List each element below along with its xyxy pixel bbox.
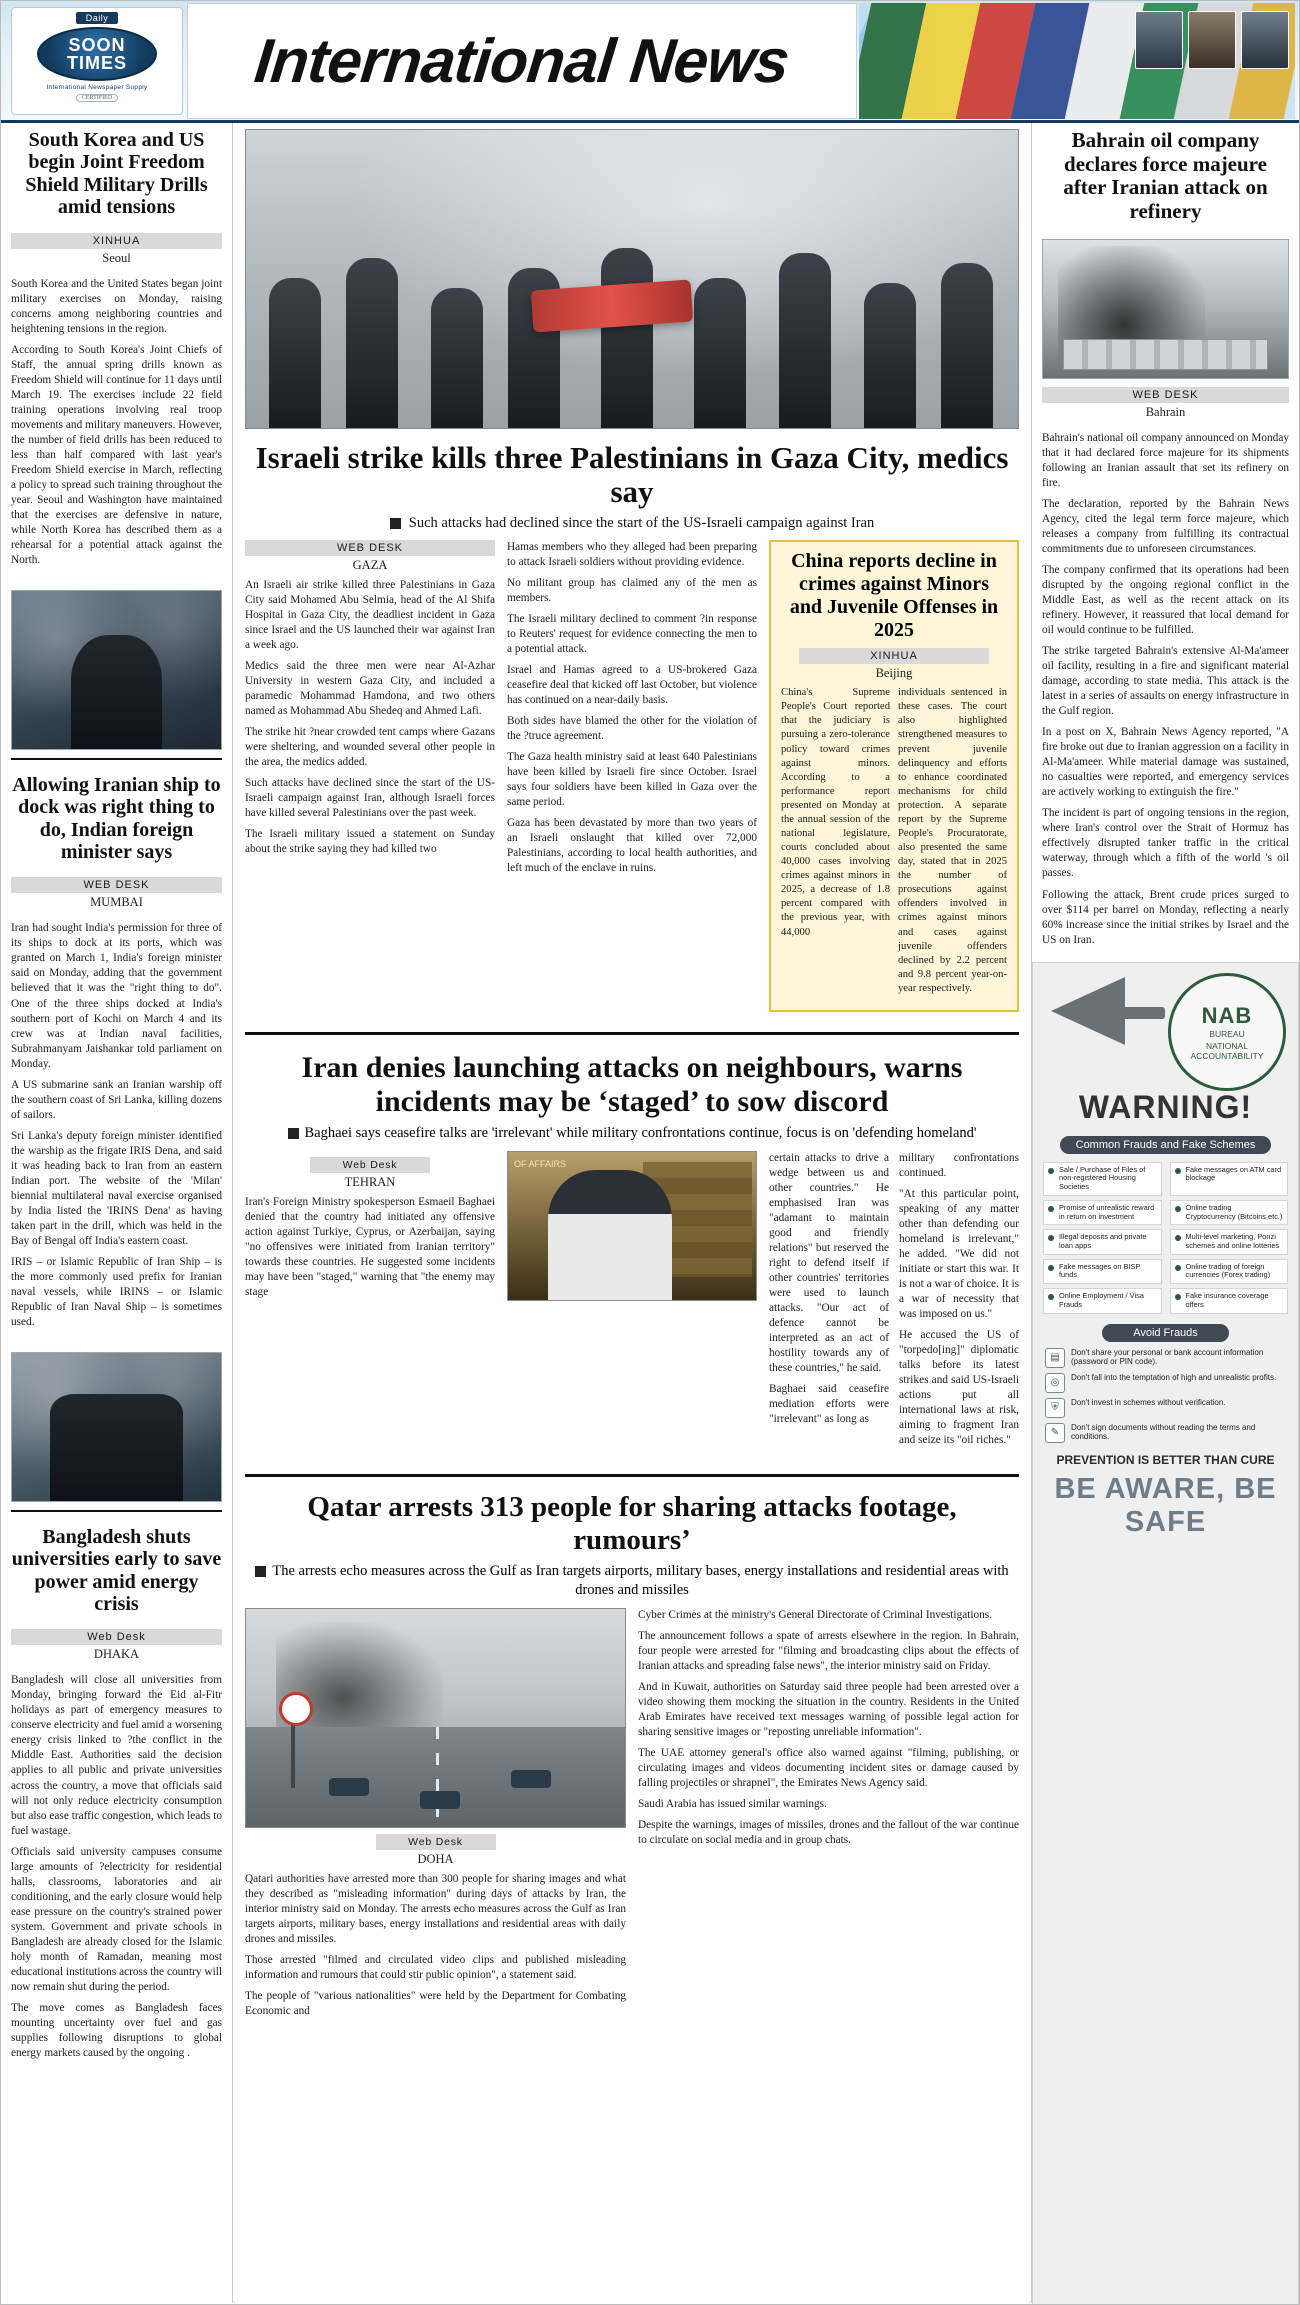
list-item <box>1170 1162 1289 1196</box>
list-item-label: Fake messages on ATM card blockage <box>1185 1164 1282 1183</box>
iran-story-col-1 <box>245 1151 495 1454</box>
china-box-city: Beijing <box>875 666 913 681</box>
left-story-3-body <box>1 1667 232 2074</box>
qatar-story-right <box>638 1608 1019 2025</box>
left-story-1-photo <box>11 590 222 750</box>
lead-story-photo <box>245 129 1019 429</box>
left-story-3-city: DHAKA <box>93 1647 140 1662</box>
paragraph: The people of "various nationalities" were held by the Department for Combating Economic and <box>245 1989 626 2017</box>
bullet-dot-icon <box>1048 1168 1054 1174</box>
main-column <box>233 123 1031 2303</box>
lead-story-deck <box>245 515 1019 532</box>
photo-car <box>329 1778 369 1796</box>
paragraph: Gaza has been devastated by more than two years of an Israeli onslaught that killed over 72,000 Palestinians, according to local health authorities, and left much of the enclave in ruins. <box>507 817 757 875</box>
left-story-2-agency: WEB DESK <box>11 877 222 893</box>
paragraph: certain attacks to drive a wedge between us and other countries." He emphasised Iran was "adamant to maintain good and friendly relations" but reserved the right to defend itself if other countries' territories were used to launch attacks. "Our act of defence cannot be interpreted as an act of hostility towards any of these countries," he said. <box>769 1151 889 1375</box>
list-item <box>1170 1200 1289 1225</box>
china-box <box>769 540 1019 1012</box>
iran-story-deck-text: Baghaei says ceasefire talks are 'irrelevant' while military confrontations continue, focus is on 'defending homeland' <box>304 1125 977 1142</box>
masthead <box>1 1 1299 123</box>
bullet-dot-icon <box>1175 1168 1181 1174</box>
paragraph: military confrontations continued. <box>899 1151 1019 1179</box>
coins-icon: ◎ <box>1045 1373 1065 1393</box>
paragraph: In a post on X, Bahrain News Agency reported, "A fire broke out due to Iranian aggression on a facility in Al-Ma'ameer. While material damage was sustained, no casualties were reported, and emergency services are actively working to extinguish the fire." <box>1042 726 1289 799</box>
china-box-wrapper <box>769 540 1019 1012</box>
china-box-agency: XINHUA <box>799 648 989 664</box>
logo-ribbon: Daily <box>76 12 119 24</box>
lead-story-col-2 <box>507 540 757 1012</box>
list-item-label: Promise of unrealistic reward in return on investment <box>1059 1202 1155 1221</box>
list-item-label: Fake messages on BISP funds <box>1059 1261 1141 1280</box>
list-item-label: Multi-level marketing, Ponzi schemes and online lotteries <box>1185 1232 1280 1250</box>
list-item <box>1045 1423 1286 1443</box>
china-box-headline: China reports decline in crimes against Minors and Juvenile Offenses in 2025 <box>789 550 999 642</box>
qatar-story-deck <box>245 1562 1019 1600</box>
paragraph: Such attacks have declined since the start of the US-Israeli campaign against Iran, although Israeli forces have killed several Palestinians over the past week. <box>245 777 495 820</box>
left-column <box>1 123 233 2303</box>
paragraph: No militant group has claimed any of the men as members. <box>507 577 757 605</box>
iran-story-city: TEHRAN <box>344 1174 396 1189</box>
list-item-label: Online trading of foreign currencies (Forex trading) <box>1185 1261 1271 1280</box>
public-awareness-ad <box>1032 962 1299 2305</box>
list-item-label: Don't share your personal or bank account information (password or PIN code). <box>1071 1347 1264 1366</box>
paragraph: The announcement follows a spate of arrests elsewhere in the region. In Bahrain, four people were arrested for "filming and broadcasting clips about the effects of Iranian attacks and spreading false news", the interior ministry said on Friday. <box>638 1629 1019 1672</box>
masthead-artwork <box>859 3 1295 119</box>
nab-logo <box>1168 973 1286 1091</box>
paragraph: The UAE attorney general's office also warned against "filming, publishing, or circulating images and videos documenting incident sites or damage caused by falling projectiles or shrapnel", the Emirates News Agency said. <box>638 1746 1019 1790</box>
paragraph: China's Supreme People's Court reported that the judiciary is pursuing a zero-tolerance policy toward crimes against minors. According to a performance report presented on Monday at the annual session of the national legislature, courts concluded about 40,000 cases involving crimes against minors in 2025, a decrease of 1.8 percent compared with the previous year, with 44,000 <box>781 687 890 938</box>
masthead-title <box>187 3 857 119</box>
paragraph: The Israeli military declined to comment ?in response to Reuters' request for evidence connecting the men to a potential attack. <box>507 613 757 656</box>
logo-subtitle: International Newspaper Supply <box>46 84 148 91</box>
iran-story-columns <box>245 1151 1019 1454</box>
paragraph: Qatari authorities have arrested more than 300 people for sharing images and what they described as "misleading information" during days of attacks by Iran, the interior ministry said on Monday. The arrests echo measures across the Gulf as Iran targets airports, military bases, energy installations and residential areas with daily drones and missiles. <box>245 1872 626 1945</box>
paragraph: Bahrain's national oil company announced on Monday that it had declared force majeure for its shipments following an Iranian assault that set its refinery on fire. <box>1042 432 1289 490</box>
iran-story-deck <box>245 1124 1019 1143</box>
logo-certified-badge: CERTIFIED <box>76 94 118 102</box>
left-story-2-headline: Allowing Iranian ship to dock was right thing to do, Indian foreign minister says <box>12 773 221 864</box>
china-box-col-2 <box>898 686 1007 1002</box>
iran-story-col-2-body <box>769 1151 889 1454</box>
list-item-label: Sale / Purchase of Files of non-registered Housing Societies <box>1059 1164 1146 1192</box>
ad-avoid-pill: Avoid Frauds <box>1102 1324 1229 1342</box>
right-story-1-headline: Bahrain oil company declares force majeure after Iranian attack on refinery <box>1063 128 1268 223</box>
iran-story-col-3-body <box>899 1151 1019 1454</box>
bullet-dot-icon <box>1175 1206 1181 1212</box>
bank-icon: ▤ <box>1045 1348 1065 1368</box>
list-item <box>1170 1229 1289 1254</box>
list-item-label: Don't sign documents without reading the terms and conditions. <box>1071 1422 1256 1441</box>
paragraph: Sri Lanka's deputy foreign minister identified the warship as the frigate IRIS Dena, and said it was heading back to Iran from an eastern Indian port. The website of the 'Milan' biennial multilateral naval exercise organised by India listed the 'IRINS Dena' as having taken part in the drill, which was held in the Bay of Bengal off India's eastern coast. <box>11 1129 222 1247</box>
left-story-1-agency: XINHUA <box>11 233 222 249</box>
photo-refinery-tanks <box>1063 339 1269 369</box>
bullet-dot-icon <box>1048 1206 1054 1212</box>
lead-story-col-2-body <box>507 540 757 876</box>
iran-story-photo <box>507 1151 757 1301</box>
bullet-dot-icon <box>1048 1235 1054 1241</box>
ad-prevent-text: PREVENTION IS BETTER THAN CURE <box>1056 1452 1275 1467</box>
bullet-square-icon <box>390 518 401 529</box>
photo-spokesperson <box>548 1170 672 1300</box>
left-story-1-body <box>1 271 232 582</box>
list-item-label: Fake insurance coverage offers <box>1185 1291 1269 1309</box>
list-item <box>1043 1259 1162 1284</box>
paragraph: A US submarine sank an Iranian warship off the southern coast of Sri Lanka, killing dozens of sailors. <box>11 1078 222 1121</box>
paragraph: Those arrested "filmed and circulated video clips and published misleading information and rumours that could stir public opinion", a statement said. <box>245 1953 626 1981</box>
bullet-dot-icon <box>1175 1294 1181 1300</box>
photo-subject <box>50 1394 184 1501</box>
left-story-2-city: MUMBAI <box>90 895 143 910</box>
lead-story-deck-text: Such attacks had declined since the start of the US-Israeli campaign against Iran <box>408 515 875 532</box>
paragraph: And in Kuwait, authorities on Saturday said three people had been arrested over a video showing them mocking the situation in the country. Residents in the United Arab Emirates have received text messages warning of possible legal action for sharing sensitive images or "reposting unreliable information". <box>638 1680 1019 1738</box>
left-story-3-agency: Web Desk <box>11 1629 222 1645</box>
logo-emblem <box>37 27 157 81</box>
qatar-story-city: DOHA <box>417 1851 454 1866</box>
nab-logo-ring-text: NATIONAL ACCOUNTABILITY <box>1190 1040 1264 1061</box>
photo-subject <box>71 635 163 749</box>
paragraph: Iran's Foreign Ministry spokesperson Esmaeil Baghaei denied that the country had initiated any offensive action against Turkiye, Cyprus, or Azerbaijan, saying "no offensives were initiated from Iranian territory" towards these countries. He suggested some incidents may have been "staged," warning that "the enemy may stage <box>245 1195 495 1299</box>
qatar-story-left <box>245 1608 626 2025</box>
paragraph: IRIS – or Islamic Republic of Iran Ship – is the more commonly used prefix for Iranian naval vessels, while IRINS – or Islamic Republic of Iran Naval Ship – is sometimes used. <box>11 1255 222 1328</box>
logo-line-2: TIMES <box>66 52 127 73</box>
paragraph: South Korea and the United States began joint military exercises on Monday, raising concerns among neighboring countries and heightening tensions in the region. <box>11 277 222 335</box>
megaphone-icon <box>1051 977 1125 1045</box>
page-body <box>1 123 1299 2303</box>
paragraph: According to South Korea's Joint Chiefs of Staff, the annual spring drills known as Freedom Shield will continue for 11 days until March 19. The exercises include 22 field training operations involving real troop movements and military maneuvers. However, the number of field drills has been reduced to less than half compared with last year's Freedom Shield exercise in March, reflecting a policy to spread such training throughout the year. Seoul and Washington have maintained that the exercises are defensive in nature, while North Korea has described them as a rehearsal for a potential attack against the North. <box>11 343 222 566</box>
bullet-dot-icon <box>1175 1235 1181 1241</box>
nab-logo-sub: BUREAU <box>1209 1028 1245 1039</box>
paragraph: Officials said university campuses consume large amounts of ?electricity for residential halls, classrooms, laboratories and air conditioning, and the early closure would help ease pressure on the country's strained power system. Government and private schools in Bangladesh are already closed for the Islamic holy month of Ramadan, meaning most educational institutions across the country will now remain shut during the period. <box>11 1845 222 1993</box>
paragraph: Medics said the three men were near Al-Azhar University in western Gaza City, and included a paramedic Mohammad Hamdona, and two others named as Mohammad Abu Shedeq and Ahmed Lafi. <box>245 660 495 718</box>
paragraph: Iran had sought India's permission for three of its ships to dock at its ports, which was granted on March 1, India's foreign minister said on Monday, adding that the government believed that it was the "right thing to do". One of the three ships docked at India's southern port of Kochi on March 4 and its crew was at Indian naval facilities, Subrahmanyam Jaishankar told parliament on Monday. <box>11 922 222 1070</box>
paragraph: Despite the warnings, images of missiles, drones and the fallout of the war continue to circulate on social media and in group chats. <box>638 1819 1019 1847</box>
paragraph: An Israeli air strike killed three Palestinians in Gaza City said Mohamed Abu Selmia, head of the Al Shifa Hospital in Gaza City, the deadliest incident in Gaza since Israel and the US launched their war against Iran a week ago. <box>245 579 495 652</box>
bullet-square-icon <box>288 1128 299 1139</box>
leader-portraits <box>1135 11 1289 69</box>
paragraph: Saudi Arabia has issued similar warnings. <box>638 1798 827 1811</box>
bullet-dot-icon <box>1048 1294 1054 1300</box>
photo-crowd <box>246 130 1018 428</box>
paragraph: The strike targeted Bahrain's extensive Al-Ma'ameer oil facility, resulting in a fire and significant material damage, according to state media. This attack is the latest in a series of assaults on energy infrastructure in the Gulf region. <box>1042 645 1289 718</box>
photo-car <box>420 1791 460 1809</box>
divider <box>11 1510 222 1512</box>
lead-story-col-1-body <box>245 578 495 857</box>
right-column <box>1031 123 1299 2303</box>
list-item <box>1043 1229 1162 1254</box>
newspaper-logo <box>11 7 183 115</box>
qatar-story-deck-text: The arrests echo measures across the Gulf as Iran targets airports, military bases, energy installations and residential areas with drones and missiles <box>272 1563 1009 1599</box>
china-box-col-1 <box>781 686 890 1002</box>
left-story-2-photo <box>11 1352 222 1502</box>
qatar-story <box>233 1477 1031 2035</box>
paragraph: The strike hit ?near crowded tent camps where Gazans were sheltering, and wounded several other people in the area, the medics added. <box>245 726 495 769</box>
iran-story-agency: Web Desk <box>310 1157 430 1173</box>
photo-podium-caption: OF AFFAIRS <box>514 1158 567 1169</box>
paragraph: The incident is part of ongoing tensions in the region, where Iran's control over the Strait of Hormuz has effectively disrupted tanker traffic in the critical waterway, through which a fifth of the world 's oil passes. <box>1042 807 1289 880</box>
photo-car <box>511 1770 551 1788</box>
list-item <box>1043 1200 1162 1225</box>
paragraph: Cyber Crimes at the ministry's General Directorate of Criminal Investigations. <box>638 1608 993 1621</box>
list-item <box>1170 1259 1289 1284</box>
ad-fraud-list <box>1043 1162 1288 1314</box>
paragraph: The Gaza health ministry said at least 640 Palestinians have been killed by Israeli fire since October. Israel says four soldiers have been killed in Gaza over the same period. <box>507 751 757 809</box>
paragraph: He accused the US of "torpedo[ing]" diplomatic talks before its latest strikes and said US-Israeli actions put all international laws at risk, aiming to fragment Iran and seize its "oil riches." <box>899 1329 1019 1447</box>
ad-warning-title: WARNING! <box>1078 1088 1253 1125</box>
iran-story-col-1-body <box>245 1195 495 1300</box>
list-item-label: Don't invest in schemes without verification. <box>1071 1397 1226 1407</box>
left-story-1-headline: South Korea and US begin Joint Freedom Shield Military Drills amid tensions <box>25 129 208 219</box>
qatar-story-photo <box>245 1608 626 1828</box>
lead-story <box>233 123 1031 1022</box>
photo-road-sign <box>291 1708 295 1788</box>
bullet-dot-icon <box>1048 1265 1054 1271</box>
paragraph: Both sides have blamed the other for the violation of the ?truce agreement. <box>507 715 757 743</box>
list-item <box>1170 1288 1289 1313</box>
lead-story-columns <box>245 540 1019 1012</box>
shield-check-icon: ⛨ <box>1045 1398 1065 1418</box>
china-box-columns <box>781 686 1007 1002</box>
nab-logo-label: NAB <box>1201 1002 1253 1028</box>
paragraph: Following the attack, Brent crude prices surged to over $114 per barrel on Monday, reflecting a nearly 60% increase since the initial strikes by Israel and the US on Iran. <box>1042 888 1289 946</box>
megaphone-handle-icon <box>1119 1007 1165 1019</box>
paragraph: individuals sentenced in these cases. The court also highlighted strengthened measures to prevent juvenile delinquency and efforts to enhance coordinated mechanisms for child protection. A separate report by the Supreme People's Procuratorate, also presented the same day, stated that in 2025 the number of prosecutions against offenders involved in crimes against minors and cases against juvenile offenders declined by 2.2 percent and 9.8 percent year-on-year respectively. <box>898 687 1007 994</box>
qatar-story-headline: Qatar arrests 313 people for sharing attacks footage, rumours’ <box>307 1491 957 1556</box>
iran-story <box>233 1035 1031 1464</box>
paragraph: Bangladesh will close all universities from Monday, bringing forward the Eid al-Fitr holidays as part of emergency measures to conserve electricity and fuel amid a worsening energy crisis linked to ?the conflict in the Middle East. Authorities said the decision applies to all public and private universities across the country, a move that officials said will not only reduce electricity consumption but also ease traffic congestion, which leads to fuel wastage. <box>11 1674 222 1837</box>
ad-beware-text: BE AWARE, BE SAFE <box>1054 1472 1277 1538</box>
qatar-story-col-2-body <box>638 1608 1019 1848</box>
ad-avoid-list <box>1043 1348 1288 1443</box>
document-pen-icon: ✎ <box>1045 1423 1065 1443</box>
paragraph: The declaration, reported by the Bahrain News Agency, cited the legal term force majeure, which releases a company from fulfilling its contractual commitments due to unforeseen circumstances. <box>1042 498 1289 556</box>
paragraph: Israel and Hamas agreed to a US-brokered Gaza ceasefire deal that kicked off last October, but violence has continued on a near-daily basis. <box>507 664 757 707</box>
list-item-label: Illegal deposits and private loan apps <box>1059 1232 1147 1250</box>
left-story-3 <box>1 1520 232 1624</box>
qatar-story-agency: Web Desk <box>376 1834 496 1850</box>
lead-story-agency: WEB DESK <box>245 540 495 556</box>
left-story-2 <box>1 768 232 872</box>
left-story-1-city: Seoul <box>102 250 131 265</box>
list-item <box>1045 1398 1286 1418</box>
bullet-square-icon <box>255 1566 266 1577</box>
bullet-dot-icon <box>1175 1265 1181 1271</box>
iran-story-col-3 <box>769 1151 1019 1454</box>
right-story-1-agency: WEB DESK <box>1042 387 1289 403</box>
ad-frauds-pill: Common Frauds and Fake Schemes <box>1060 1136 1271 1154</box>
list-item-label: Online Employment / Visa Frauds <box>1059 1291 1144 1309</box>
right-story-1-photo <box>1042 239 1289 379</box>
right-story-1-city: Bahrain <box>1145 405 1186 420</box>
paragraph: Hamas members who they alleged had been preparing to attack Israeli soldiers without providing evidence. <box>507 541 757 569</box>
divider <box>11 758 222 760</box>
list-item <box>1045 1373 1286 1393</box>
list-item <box>1043 1162 1162 1196</box>
paragraph: Baghaei said ceasefire mediation efforts were "irrelevant" as long as <box>769 1383 889 1426</box>
paragraph: The Israeli military issued a statement on Sunday about the strike saying they had killed two <box>245 828 495 856</box>
left-story-3-headline: Bangladesh shuts universities early to save power amid energy crisis <box>11 1525 222 1615</box>
list-item <box>1045 1348 1286 1368</box>
list-item <box>1043 1288 1162 1313</box>
list-item-label: Online trading Cryptocurrency (Bitcoins etc.) <box>1185 1202 1283 1221</box>
right-story-1-body <box>1032 425 1299 962</box>
paragraph: The move comes as Bangladesh faces mounting uncertainty over fuel and gas supplies following disruptions to global energy markets caused by the ongoing . <box>11 2001 222 2059</box>
paragraph: "At this particular point, speaking of any matter other than defending our homeland is irrelevant," he added. "We did not initiate or start this war. It is not a war of choice. It is a war of necessity that was imposed on us." <box>899 1187 1019 1321</box>
photo-road <box>246 1727 625 1827</box>
left-story-2-body <box>1 915 232 1343</box>
qatar-story-columns <box>245 1608 1019 2025</box>
iran-story-photo-col <box>507 1151 757 1454</box>
masthead-title-text: International News <box>251 26 793 96</box>
paragraph: The company confirmed that its operations had been disrupted by the ongoing regional conflict in the Middle East, as well as the recent attack on its refinery. However, it reassured that local demand for oil would continue to be fulfilled. <box>1042 564 1289 637</box>
right-story-1 <box>1032 123 1299 231</box>
lead-story-col-1 <box>245 540 495 1012</box>
lead-story-city: GAZA <box>352 558 388 573</box>
iran-story-text-split <box>769 1151 1019 1454</box>
logo-line-1: SOON <box>68 34 126 55</box>
lead-story-headline: Israeli strike kills three Palestinians in Gaza City, medics say <box>255 440 1009 510</box>
iran-story-headline: Iran denies launching attacks on neighbours, warns incidents may be ‘staged’ to sow discord <box>301 1050 963 1118</box>
list-item-label: Don't fall into the temptation of high and unrealistic profits. <box>1071 1372 1277 1382</box>
left-story-1 <box>1 123 232 227</box>
qatar-story-col-1-body <box>245 1872 626 2019</box>
